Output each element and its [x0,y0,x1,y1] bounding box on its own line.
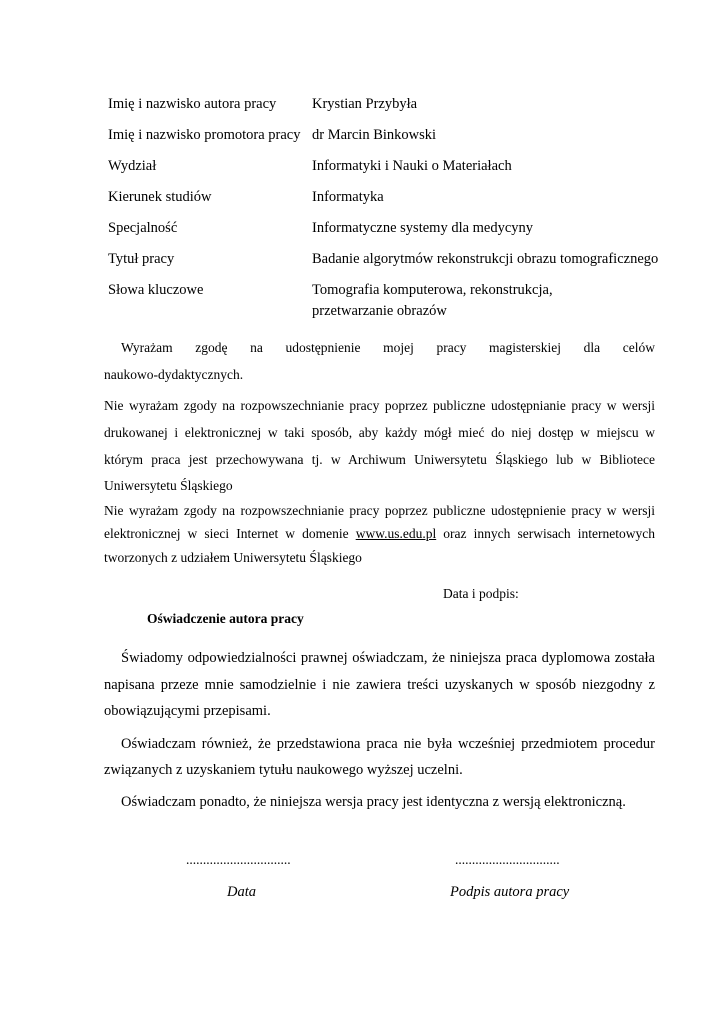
no-consent-1-line-3: którym praca jest przechowywana tj. w Archiwum Uniwersytetu Śląskiego lub w Bibliotece [104,452,655,467]
value-faculty: Informatyki i Nauki o Materiałach [312,158,512,174]
label-faculty: Wydział [108,158,157,174]
value-title: Badanie algorytmów rekonstrukcji obrazu tomograficznego [312,251,659,267]
declaration-p1-line-2: napisana przeze mnie samodzielnie i nie zawiera treści uzyskanych w sposób niezgodny z [104,677,655,693]
no-consent-2-line-2 [104,526,655,542]
declaration-p3: Oświadczam ponadto, że niniejsza wersja pracy jest identyczna z wersją elektroniczną. [121,794,626,810]
date-signature-label: Data i podpis: [443,586,519,601]
us-edu-link[interactable]: www.us.edu.pl [355,526,437,541]
declaration-p1-line-3: obowiązującymi przepisami. [104,703,271,719]
value-keywords-line1: Tomografia komputerowa, rekonstrukcja, [312,282,553,298]
value-specialty: Informatyczne systemy dla medycyny [312,220,534,236]
no-consent-2-text-after: oraz innych serwisach internetowych [443,526,655,541]
no-consent-2-line-1: Nie wyrażam zgody na rozpowszechnianie pracy poprzez publiczne udostępnienie pracy w wersji [104,503,655,518]
declaration-p1-line-1: Świadomy odpowiedzialności prawnej oświadczam, że niniejsza praca dyplomowa została [121,650,655,666]
no-consent-1-line-2: drukowanej i elektronicznej w taki sposób, aby każdy mógł mieć do niej dostęp w miejscu w [104,425,655,440]
value-author: Krystian Przybyła [312,96,418,112]
label-specialty: Specjalność [108,220,178,236]
label-supervisor: Imię i nazwisko promotora pracy [108,127,301,143]
value-field: Informatyka [312,189,384,205]
label-author: Imię i nazwisko autora pracy [108,96,277,112]
no-consent-1-line-1: Nie wyrażam zgody na rozpowszechnianie pracy poprzez publiczne udostępnianie pracy w wersji [104,398,655,413]
no-consent-2-line-3: tworzonych z udziałem Uniwersytetu Śląskiego [104,550,362,565]
consent-line-2: naukowo-dydaktycznych. [104,367,244,382]
no-consent-1-line-4: Uniwersytetu Śląskiego [104,478,233,493]
label-keywords: Słowa kluczowe [108,282,204,298]
value-keywords-line2: przetwarzanie obrazów [312,303,447,319]
signature-dots-date: ............................... [186,852,291,867]
value-supervisor: dr Marcin Binkowski [312,127,437,143]
declaration-heading: Oświadczenie autora pracy [147,611,304,626]
signature-dots-author: ............................... [455,852,560,867]
date-caption: Data [227,884,256,900]
no-consent-2-text-before: elektronicznej w sieci Internet w domenie [104,526,349,541]
declaration-p2-line-1: Oświadczam również, że przedstawiona praca nie była wcześniej przedmiotem procedur [121,736,655,752]
label-field: Kierunek studiów [108,189,212,205]
declaration-p2-line-2: związanych z uzyskaniem tytułu naukowego wyższej uczelni. [104,762,463,778]
signature-caption: Podpis autora pracy [450,884,570,900]
label-title: Tytuł pracy [108,251,175,267]
consent-line-1: Wyrażam zgodę na udostępnienie mojej pracy magisterskiej dla celów [121,340,655,355]
